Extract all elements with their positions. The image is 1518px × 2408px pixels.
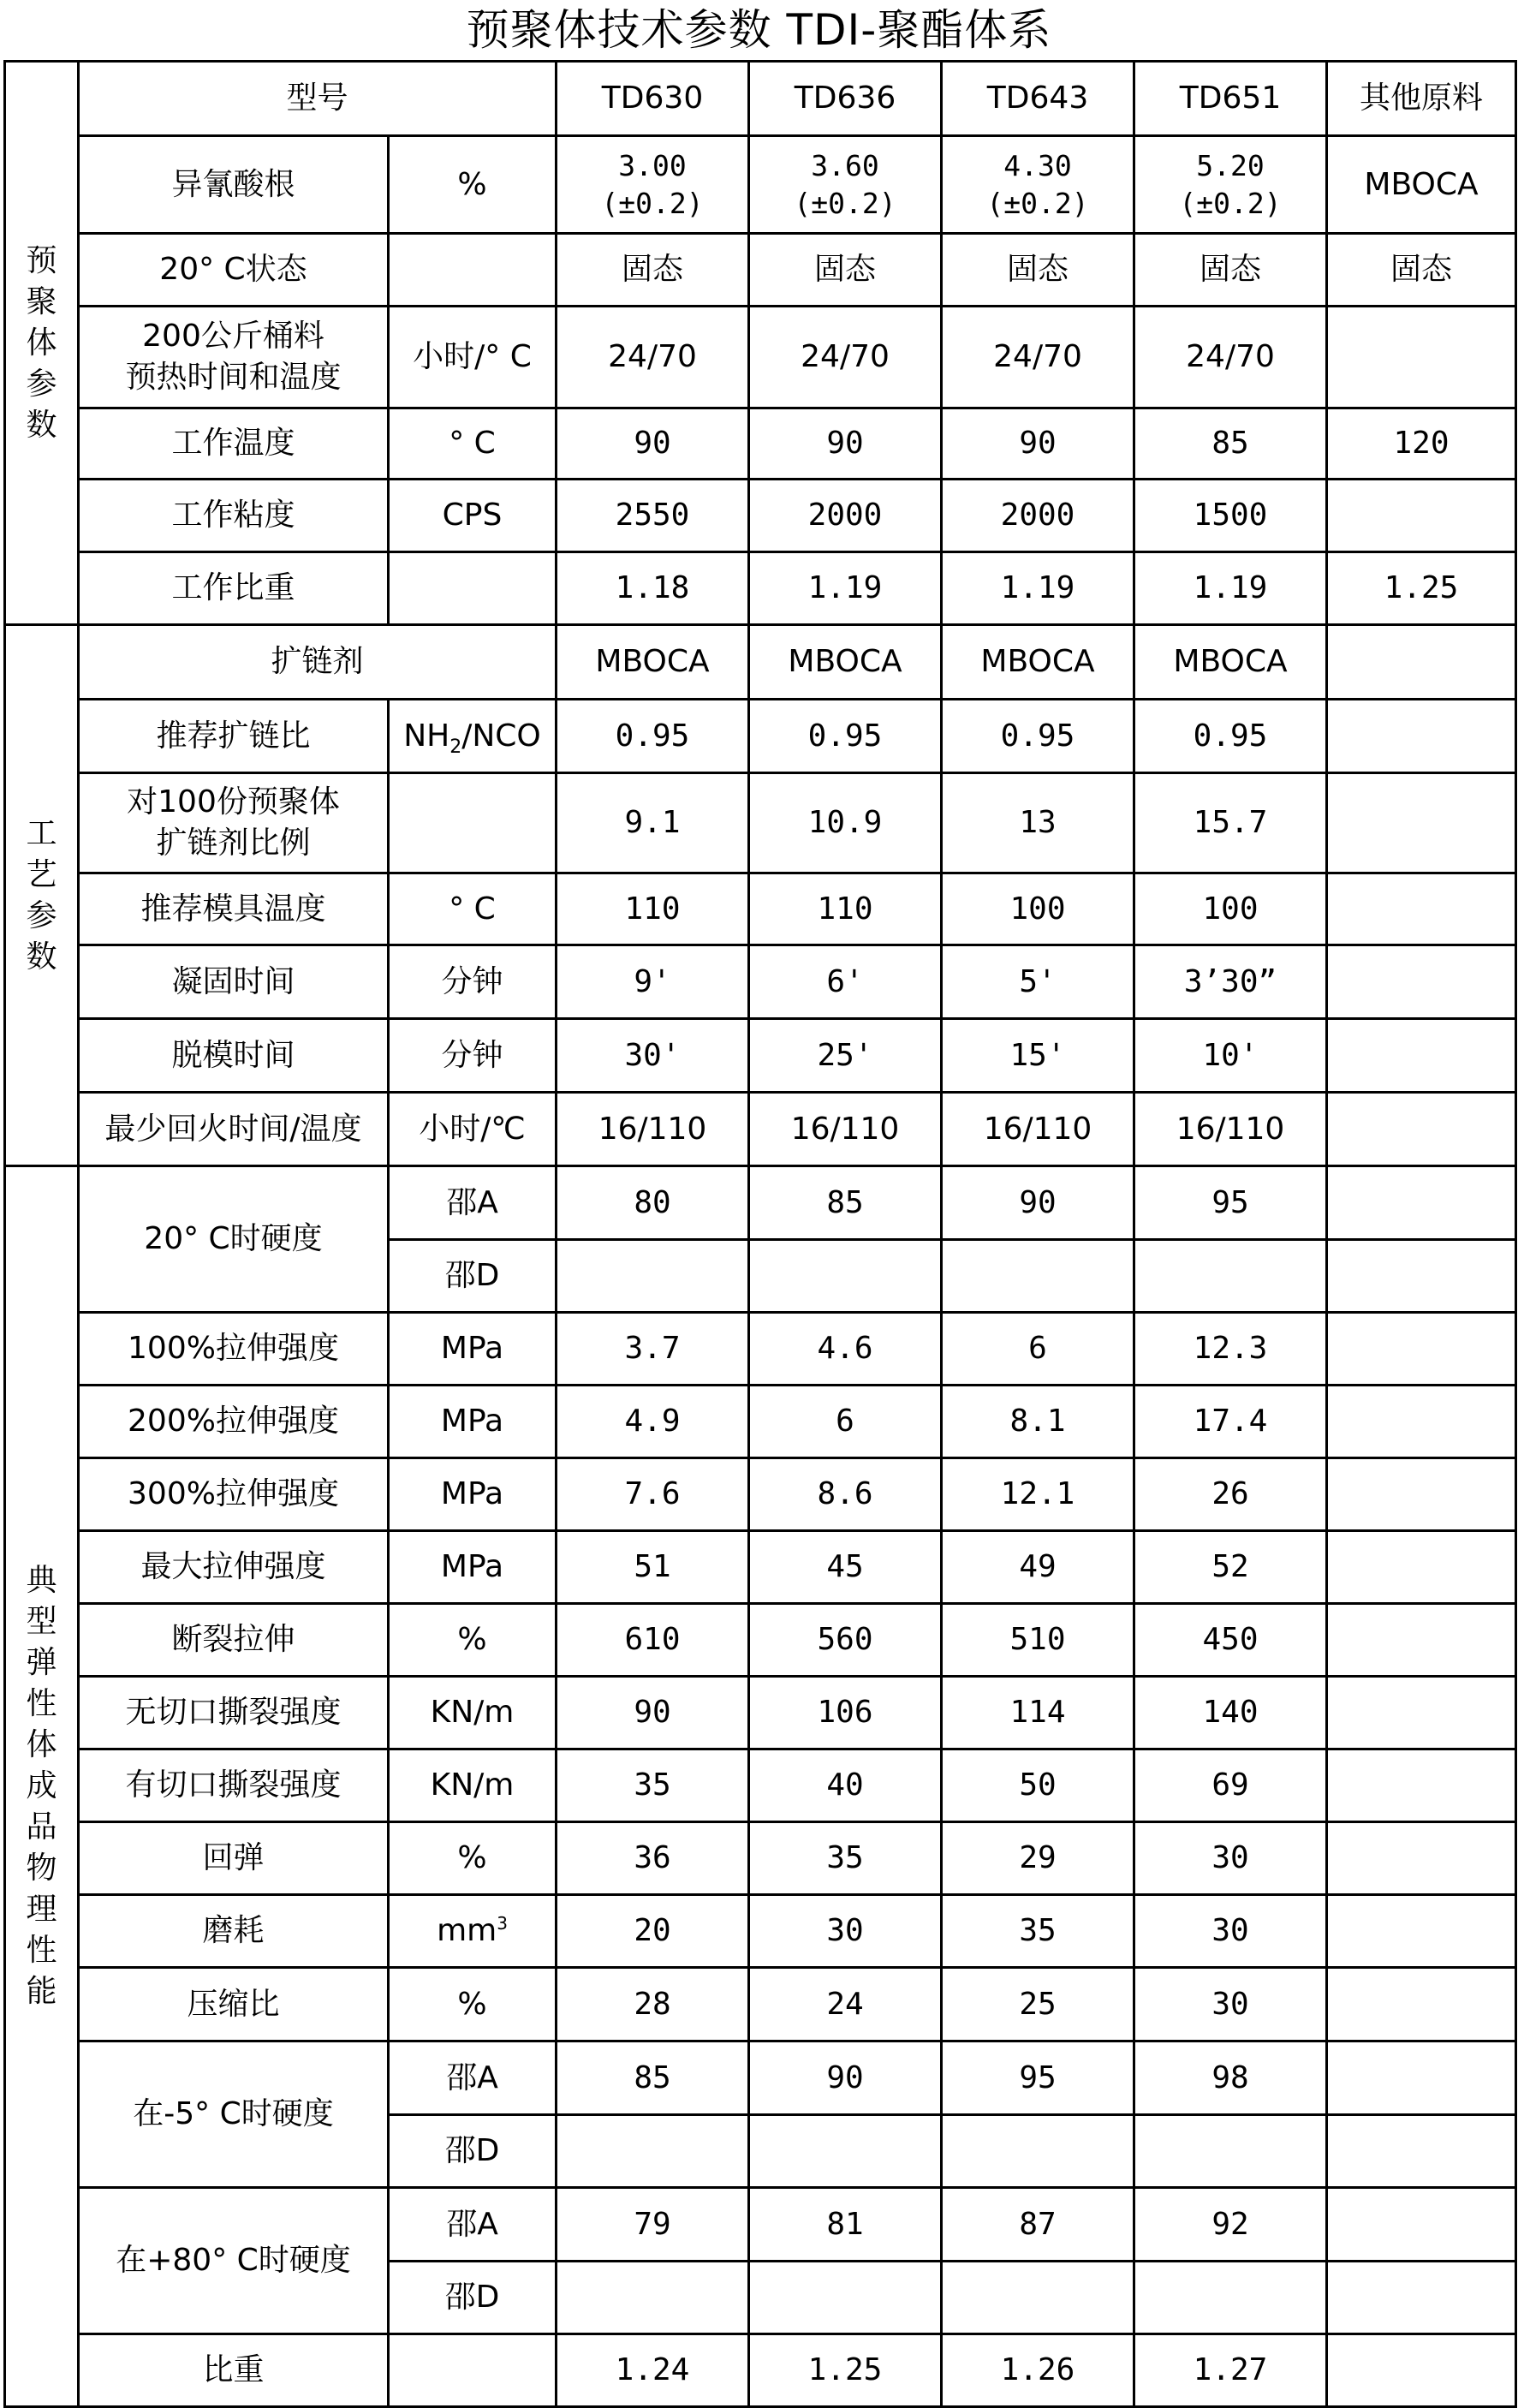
- other-material-cell: [1327, 2262, 1516, 2334]
- other-material-cell: [1327, 2188, 1516, 2262]
- row-label: 扩链剂: [79, 625, 557, 700]
- unit-text: NH: [403, 718, 450, 754]
- value-cell: 8.1: [942, 1386, 1134, 1458]
- row-label: 推荐模具温度: [79, 873, 389, 945]
- unit-cell: 邵D: [389, 2262, 557, 2334]
- unit-cell: 邵A: [389, 2188, 557, 2262]
- value-cell: [749, 136, 942, 234]
- value-cell: 10.9: [749, 773, 942, 873]
- other-material-cell: 1.25: [1327, 552, 1516, 625]
- unit-superscript: 3: [497, 1913, 508, 1934]
- unit-cell: [389, 234, 557, 307]
- value-cell: 30: [1134, 1822, 1327, 1895]
- other-material-cell: [1327, 1895, 1516, 1968]
- section-label-char: 体: [26, 325, 57, 361]
- value-cell: 24/70: [1134, 307, 1327, 408]
- value-cell: 2550: [557, 480, 749, 552]
- value-cell: MBOCA: [942, 625, 1134, 700]
- value-cell: [749, 2262, 942, 2334]
- other-material-cell: [1327, 1313, 1516, 1386]
- unit-cell: 邵D: [389, 2115, 557, 2188]
- model-header-td643: TD643: [942, 62, 1134, 136]
- value-cell: 110: [557, 873, 749, 945]
- section-label-char: 数: [26, 939, 57, 975]
- value-cell: 69: [1134, 1749, 1327, 1822]
- value-cell: 35: [942, 1895, 1134, 1968]
- row-label: 100%拉伸强度: [79, 1313, 389, 1386]
- table-row: [5, 408, 1516, 480]
- other-material-cell: [1327, 1749, 1516, 1822]
- value-cell: 610: [557, 1604, 749, 1677]
- unit-cell: 分钟: [389, 945, 557, 1019]
- unit-text: mm: [437, 1913, 497, 1948]
- value-cell: 8.6: [749, 1458, 942, 1531]
- value-cell: 87: [942, 2188, 1134, 2262]
- section-label-char: 弹: [26, 1645, 57, 1680]
- value-cell: 1.19: [942, 552, 1134, 625]
- section-label: [5, 62, 79, 625]
- other-material-cell: [1327, 1677, 1516, 1749]
- table-row: [5, 1531, 1516, 1604]
- value-cell: 1.19: [749, 552, 942, 625]
- row-label: 推荐扩链比: [79, 700, 389, 773]
- other-material-cell: [1327, 773, 1516, 873]
- unit-subscript: 2: [449, 736, 462, 758]
- row-label: 磨耗: [79, 1895, 389, 1968]
- spec-table: [3, 60, 1517, 2408]
- value-cell: 5': [942, 945, 1134, 1019]
- row-label-line: 对100份预聚体: [127, 784, 340, 820]
- value-cell: 12.3: [1134, 1313, 1327, 1386]
- value-cell: 81: [749, 2188, 942, 2262]
- value-line: 4.30: [1003, 148, 1072, 182]
- unit-cell: [389, 552, 557, 625]
- section-label-char: 型: [26, 1604, 57, 1639]
- table-row: [5, 1749, 1516, 1822]
- value-line: (±0.2): [1179, 186, 1282, 220]
- value-cell: 0.95: [557, 700, 749, 773]
- value-cell: [942, 2115, 1134, 2188]
- value-cell: 100: [942, 873, 1134, 945]
- other-material-cell: [1327, 2041, 1516, 2115]
- value-cell: 固态: [557, 234, 749, 307]
- value-cell: [1134, 1240, 1327, 1313]
- value-cell: 1.27: [1134, 2334, 1327, 2407]
- value-cell: 17.4: [1134, 1386, 1327, 1458]
- value-cell: MBOCA: [557, 625, 749, 700]
- value-cell: 4.9: [557, 1386, 749, 1458]
- unit-cell: [389, 773, 557, 873]
- value-cell: 30': [557, 1019, 749, 1093]
- section-label: [5, 1166, 79, 2407]
- other-material-cell: [1327, 1531, 1516, 1604]
- other-material-cell: [1327, 480, 1516, 552]
- other-material-cell: [1327, 2115, 1516, 2188]
- other-material-cell: [1327, 1822, 1516, 1895]
- value-cell: 110: [749, 873, 942, 945]
- value-cell: [557, 1240, 749, 1313]
- value-cell: 510: [942, 1604, 1134, 1677]
- value-cell: 16/110: [749, 1093, 942, 1166]
- unit-cell: 邵A: [389, 2041, 557, 2115]
- table-row: [5, 873, 1516, 945]
- value-cell: 6': [749, 945, 942, 1019]
- value-line: 3.60: [811, 148, 879, 182]
- other-material-cell: [1327, 1166, 1516, 1240]
- section-label-char: 工: [26, 815, 57, 851]
- other-material-cell: [1327, 1019, 1516, 1093]
- value-cell: 85: [557, 2041, 749, 2115]
- row-label: 脱模时间: [79, 1019, 389, 1093]
- row-label-line: 预热时间和温度: [125, 360, 342, 395]
- unit-text: /NCO: [461, 718, 541, 754]
- other-material-cell: [1327, 873, 1516, 945]
- section-label-char: 物: [26, 1851, 57, 1886]
- row-label: 无切口撕裂强度: [79, 1677, 389, 1749]
- value-line: 3.00: [618, 148, 687, 182]
- value-cell: 16/110: [557, 1093, 749, 1166]
- value-cell: 15': [942, 1019, 1134, 1093]
- value-cell: 80: [557, 1166, 749, 1240]
- row-label: 回弹: [79, 1822, 389, 1895]
- value-cell: 9.1: [557, 773, 749, 873]
- table-row: [5, 1166, 1516, 1240]
- table-row: [5, 1093, 1516, 1166]
- value-cell: 450: [1134, 1604, 1327, 1677]
- value-cell: 79: [557, 2188, 749, 2262]
- section-label-char: 艺: [26, 856, 57, 892]
- value-cell: 7.6: [557, 1458, 749, 1531]
- value-cell: [942, 1240, 1134, 1313]
- other-material-cell: 其他原料: [1327, 62, 1516, 136]
- value-cell: 114: [942, 1677, 1134, 1749]
- value-cell: 92: [1134, 2188, 1327, 2262]
- value-cell: 1.25: [749, 2334, 942, 2407]
- value-cell: [1134, 2115, 1327, 2188]
- value-cell: [557, 2262, 749, 2334]
- value-cell: 固态: [749, 234, 942, 307]
- value-cell: 90: [942, 1166, 1134, 1240]
- row-label: 异氰酸根: [79, 136, 389, 234]
- spec-table-body: [5, 62, 1516, 2407]
- other-material-cell: 120: [1327, 408, 1516, 480]
- value-cell: 26: [1134, 1458, 1327, 1531]
- other-material-cell: [1327, 1458, 1516, 1531]
- value-cell: 24/70: [942, 307, 1134, 408]
- value-cell: 0.95: [749, 700, 942, 773]
- table-row: [5, 700, 1516, 773]
- value-cell: 29: [942, 1822, 1134, 1895]
- table-row: [5, 234, 1516, 307]
- value-cell: MBOCA: [1134, 625, 1327, 700]
- value-cell: 140: [1134, 1677, 1327, 1749]
- value-cell: 25: [942, 1968, 1134, 2041]
- value-cell: 85: [1134, 408, 1327, 480]
- unit-cell: KN/m: [389, 1749, 557, 1822]
- value-cell: 36: [557, 1822, 749, 1895]
- value-cell: 24/70: [749, 307, 942, 408]
- unit-cell: 邵A: [389, 1166, 557, 1240]
- row-label: 300%拉伸强度: [79, 1458, 389, 1531]
- other-material-cell: [1327, 700, 1516, 773]
- unit-cell: %: [389, 136, 557, 234]
- row-label: 20° C状态: [79, 234, 389, 307]
- row-label: 最大拉伸强度: [79, 1531, 389, 1604]
- section-label-char: 成: [26, 1768, 57, 1803]
- value-cell: 95: [1134, 1166, 1327, 1240]
- value-cell: 20: [557, 1895, 749, 1968]
- row-label-line: 扩链剂比例: [156, 826, 311, 861]
- other-material-cell: [1327, 307, 1516, 408]
- value-cell: 1500: [1134, 480, 1327, 552]
- unit-cell: %: [389, 1822, 557, 1895]
- value-cell: 52: [1134, 1531, 1327, 1604]
- value-cell: [749, 2115, 942, 2188]
- value-cell: 98: [1134, 2041, 1327, 2115]
- row-label: 最少回火时间/温度: [79, 1093, 389, 1166]
- other-material-cell: [1327, 1093, 1516, 1166]
- row-label: 比重: [79, 2334, 389, 2407]
- table-row: [5, 625, 1516, 700]
- other-material-cell: [1327, 2334, 1516, 2407]
- value-cell: 6: [942, 1313, 1134, 1386]
- other-material-cell: [1327, 625, 1516, 700]
- row-label: [79, 773, 389, 873]
- model-header-td636: TD636: [749, 62, 942, 136]
- value-cell: 28: [557, 1968, 749, 2041]
- table-row: [5, 1968, 1516, 2041]
- section-label-char: 体: [26, 1727, 57, 1762]
- section-label-char: 理: [26, 1892, 57, 1927]
- value-cell: 100: [1134, 873, 1327, 945]
- other-material-cell: [1327, 1386, 1516, 1458]
- other-material-cell: [1327, 1968, 1516, 2041]
- value-cell: 35: [557, 1749, 749, 1822]
- other-material-cell: [1327, 1240, 1516, 1313]
- value-cell: [942, 136, 1134, 234]
- unit-cell: %: [389, 1604, 557, 1677]
- value-cell: 30: [749, 1895, 942, 1968]
- value-cell: 12.1: [942, 1458, 1134, 1531]
- unit-cell: [389, 1895, 557, 1968]
- value-cell: [557, 136, 749, 234]
- value-cell: 1.24: [557, 2334, 749, 2407]
- section-label-char: 参: [26, 366, 57, 402]
- row-label: 压缩比: [79, 1968, 389, 2041]
- value-cell: 90: [749, 408, 942, 480]
- value-cell: 9': [557, 945, 749, 1019]
- section-label: [5, 625, 79, 1166]
- section-label-char: 参: [26, 897, 57, 933]
- table-row: [5, 1895, 1516, 1968]
- model-header-td651: TD651: [1134, 62, 1327, 136]
- value-line: 5.20: [1196, 148, 1265, 182]
- value-cell: 30: [1134, 1895, 1327, 1968]
- other-material-cell: 固态: [1327, 234, 1516, 307]
- table-row: [5, 136, 1516, 234]
- unit-cell: 分钟: [389, 1019, 557, 1093]
- value-cell: 90: [557, 1677, 749, 1749]
- value-cell: 50: [942, 1749, 1134, 1822]
- unit-cell: [389, 700, 557, 773]
- section-label-char: 性: [26, 1933, 57, 1968]
- section-label-char: 品: [26, 1809, 57, 1845]
- row-label: 在-5° C时硬度: [79, 2041, 389, 2188]
- value-cell: 106: [749, 1677, 942, 1749]
- value-cell: 90: [749, 2041, 942, 2115]
- value-cell: 95: [942, 2041, 1134, 2115]
- section-label-char: 聚: [26, 283, 57, 319]
- unit-cell: CPS: [389, 480, 557, 552]
- value-cell: [942, 2262, 1134, 2334]
- table-row: [5, 2041, 1516, 2115]
- row-label: 断裂拉伸: [79, 1604, 389, 1677]
- value-cell: 51: [557, 1531, 749, 1604]
- table-row: [5, 62, 1516, 136]
- table-row: [5, 552, 1516, 625]
- unit-cell: [389, 2334, 557, 2407]
- unit-cell: %: [389, 1968, 557, 2041]
- value-cell: 16/110: [1134, 1093, 1327, 1166]
- value-line: (±0.2): [601, 186, 704, 220]
- table-row: [5, 307, 1516, 408]
- value-cell: [1134, 2262, 1327, 2334]
- value-cell: 0.95: [942, 700, 1134, 773]
- value-cell: 10': [1134, 1019, 1327, 1093]
- value-cell: 6: [749, 1386, 942, 1458]
- value-cell: 1.19: [1134, 552, 1327, 625]
- table-row: [5, 1604, 1516, 1677]
- row-label: 凝固时间: [79, 945, 389, 1019]
- section-label-char: 数: [26, 407, 57, 443]
- table-row: [5, 773, 1516, 873]
- value-cell: 49: [942, 1531, 1134, 1604]
- value-cell: 15.7: [1134, 773, 1327, 873]
- value-line: (±0.2): [794, 186, 896, 220]
- value-cell: MBOCA: [749, 625, 942, 700]
- value-cell: 45: [749, 1531, 942, 1604]
- value-cell: 固态: [1134, 234, 1327, 307]
- section-label-char: 典: [26, 1563, 57, 1598]
- value-cell: 85: [749, 1166, 942, 1240]
- row-label-line: 200公斤桶料: [142, 319, 324, 354]
- row-label: 工作温度: [79, 408, 389, 480]
- other-material-cell: [1327, 945, 1516, 1019]
- row-label: 200%拉伸强度: [79, 1386, 389, 1458]
- table-row: [5, 1677, 1516, 1749]
- other-material-cell: MBOCA: [1327, 136, 1516, 234]
- table-row: [5, 1822, 1516, 1895]
- unit-cell: MPa: [389, 1458, 557, 1531]
- value-cell: 90: [557, 408, 749, 480]
- row-label: 工作比重: [79, 552, 389, 625]
- unit-cell: MPa: [389, 1531, 557, 1604]
- value-cell: 90: [942, 408, 1134, 480]
- table-row: [5, 1458, 1516, 1531]
- section-label-char: 能: [26, 1974, 57, 2009]
- value-cell: 3’30”: [1134, 945, 1327, 1019]
- section-label-char: 性: [26, 1686, 57, 1721]
- value-cell: 24: [749, 1968, 942, 2041]
- value-cell: 560: [749, 1604, 942, 1677]
- value-cell: 30: [1134, 1968, 1327, 2041]
- row-label: 有切口撕裂强度: [79, 1749, 389, 1822]
- section-label-char: 预: [26, 242, 57, 278]
- value-cell: 0.95: [1134, 700, 1327, 773]
- other-material-cell: [1327, 1604, 1516, 1677]
- row-label: 20° C时硬度: [79, 1166, 389, 1313]
- table-row: [5, 1019, 1516, 1093]
- value-cell: 3.7: [557, 1313, 749, 1386]
- unit-cell: 小时/° C: [389, 307, 557, 408]
- unit-cell: MPa: [389, 1386, 557, 1458]
- row-label: 工作粘度: [79, 480, 389, 552]
- value-cell: [749, 1240, 942, 1313]
- table-row: [5, 2334, 1516, 2407]
- value-cell: 1.18: [557, 552, 749, 625]
- value-cell: 4.6: [749, 1313, 942, 1386]
- value-cell: 25': [749, 1019, 942, 1093]
- value-cell: 2000: [749, 480, 942, 552]
- value-line: (±0.2): [986, 186, 1089, 220]
- unit-cell: ° C: [389, 873, 557, 945]
- table-row: [5, 480, 1516, 552]
- unit-cell: MPa: [389, 1313, 557, 1386]
- unit-cell: ° C: [389, 408, 557, 480]
- unit-cell: 小时/℃: [389, 1093, 557, 1166]
- value-cell: 35: [749, 1822, 942, 1895]
- table-row: [5, 1386, 1516, 1458]
- value-cell: [1134, 136, 1327, 234]
- row-label: 型号: [79, 62, 557, 136]
- table-row: [5, 1313, 1516, 1386]
- value-cell: 24/70: [557, 307, 749, 408]
- value-cell: 固态: [942, 234, 1134, 307]
- value-cell: 40: [749, 1749, 942, 1822]
- value-cell: 1.26: [942, 2334, 1134, 2407]
- row-label: [79, 307, 389, 408]
- table-row: [5, 945, 1516, 1019]
- model-header-td630: TD630: [557, 62, 749, 136]
- value-cell: 16/110: [942, 1093, 1134, 1166]
- value-cell: [557, 2115, 749, 2188]
- value-cell: 2000: [942, 480, 1134, 552]
- row-label: 在+80° C时硬度: [79, 2188, 389, 2334]
- unit-cell: 邵D: [389, 1240, 557, 1313]
- unit-cell: KN/m: [389, 1677, 557, 1749]
- value-cell: 13: [942, 773, 1134, 873]
- table-row: [5, 2188, 1516, 2262]
- page-title: 预聚体技术参数 TDI-聚酯体系: [466, 5, 1052, 55]
